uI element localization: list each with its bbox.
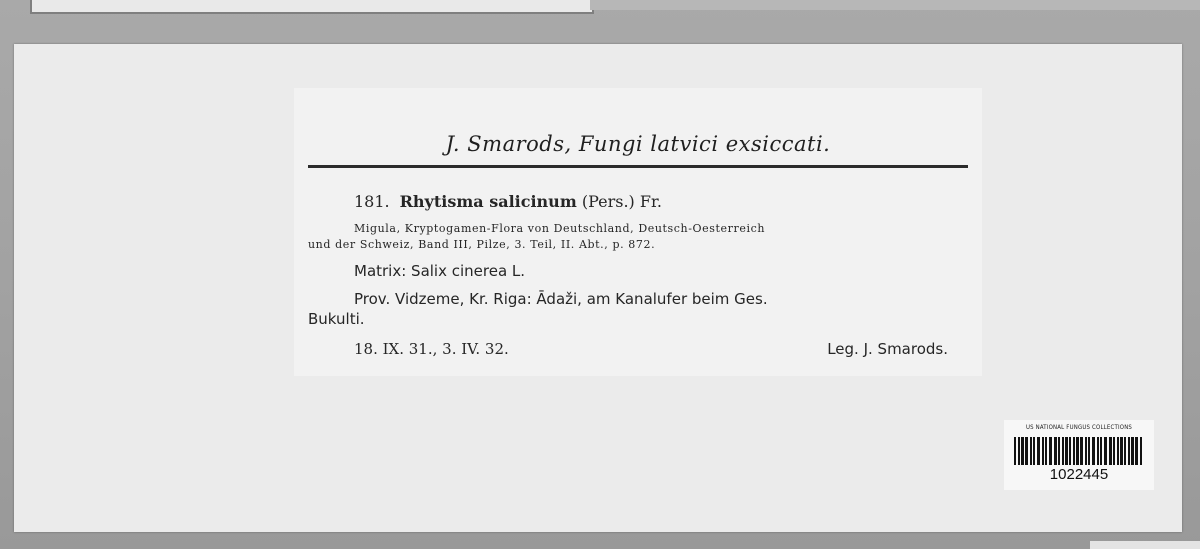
specimen-label — [294, 88, 982, 376]
barcode-number: 1022445 — [1049, 466, 1109, 483]
collector-line: Leg. J. Smarods. — [827, 340, 948, 358]
barcode-label — [1004, 420, 1154, 490]
adjacent-card-top-right — [590, 0, 1200, 10]
locality-line-2: Bukulti. — [308, 310, 365, 328]
species-line — [354, 192, 662, 211]
title-rule — [308, 165, 968, 168]
reference-line-1: Migula, Kryptogamen-Flora von Deutschland, Deutsch-Oesterreich — [354, 222, 766, 235]
label-title: J. Smarods, Fungi latvici exsiccati. — [445, 132, 831, 156]
adjacent-card-top — [30, 0, 594, 14]
barcode-header: US NATIONAL FUNGUS COLLECTIONS — [1025, 424, 1133, 431]
barcode-bars — [1014, 437, 1144, 465]
matrix-line: Matrix: Salix cinerea L. — [354, 262, 526, 280]
locality-line-1: Prov. Vidzeme, Kr. Riga: Ādaži, am Kanalufer beim Ges. — [354, 290, 768, 308]
collection-dates: 18. IX. 31., 3. IV. 32. — [354, 340, 509, 358]
adjacent-card-bottom — [1090, 541, 1200, 549]
reference-line-2: und der Schweiz, Band III, Pilze, 3. Teil, II. Abt., p. 872. — [308, 238, 656, 251]
species-authority: (Pers.) Fr. — [581, 192, 662, 211]
exsiccata-number: 181. — [354, 192, 390, 211]
species-name: Rhytisma salicinum — [399, 192, 577, 211]
